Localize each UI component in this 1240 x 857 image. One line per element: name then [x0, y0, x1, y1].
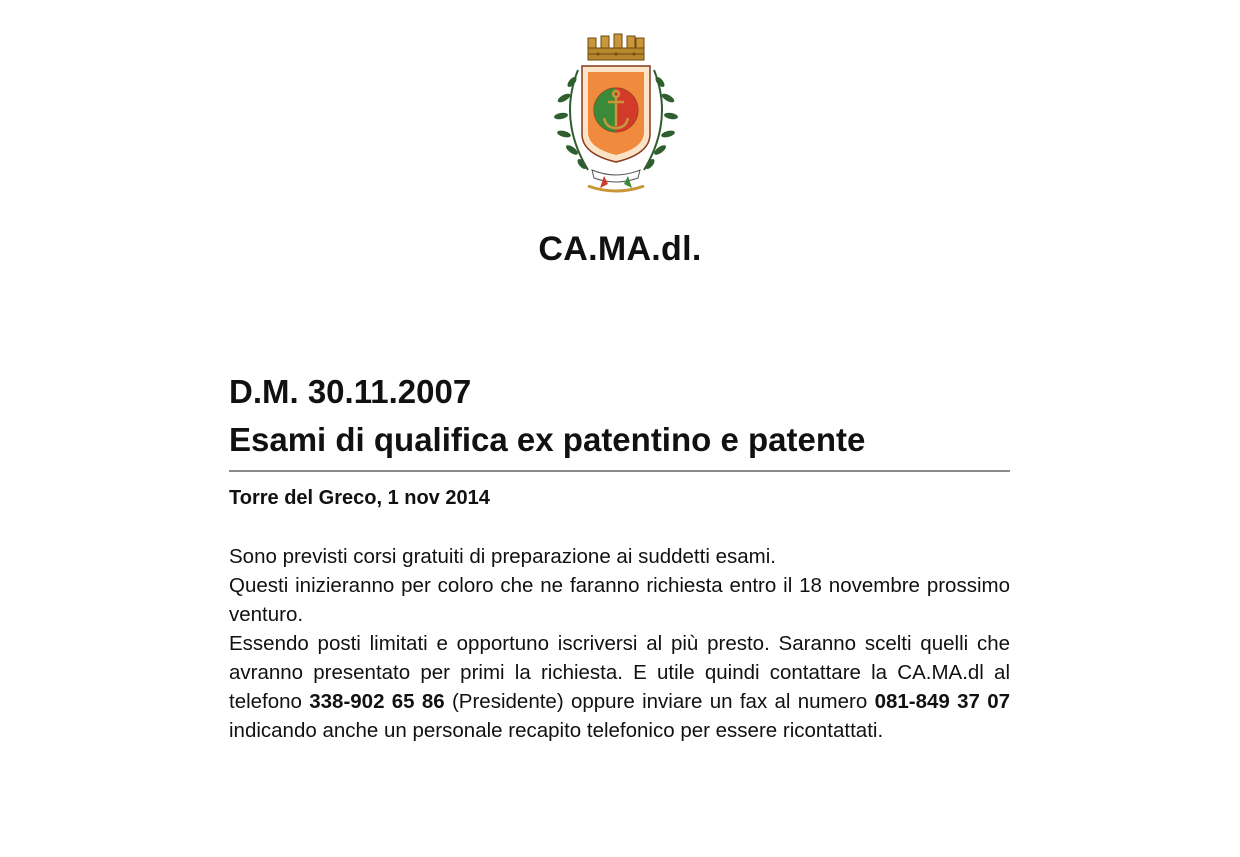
place-date: Torre del Greco, 1 nov 2014: [229, 487, 490, 509]
contact-text-c: indicando anche un personale recapito telefonico per essere ricontattati.: [229, 719, 884, 742]
paragraph-deadline: Questi inizieranno per coloro che ne faranno richiesta entro il 18 novembre prossimo venturo.: [229, 574, 1010, 626]
document-title: Esami di qualifica ex patentino e patente: [229, 421, 866, 458]
phone-number: 338-902 65 86: [309, 690, 445, 713]
document-content: [229, 368, 1010, 745]
contact-text-a: Essendo posti limitati e opportuno iscriversi al più presto. Saranno scelti quelli che avranno presentato per primi la richiesta. E utile quindi contattare la CA.MA.dl al telefono: [229, 632, 1010, 713]
paragraph-courses: Sono previsti corsi gratuiti di preparazione ai suddetti esami.: [229, 545, 776, 568]
coat-of-arms-icon: [548, 30, 684, 196]
fax-number: 081-849 37 07: [874, 690, 1010, 713]
paragraph-contact: [229, 629, 1010, 745]
title-divider: [229, 470, 1010, 472]
decree-reference: D.M. 30.11.2007: [229, 373, 472, 410]
ribbon-icon: [588, 170, 644, 191]
contact-text-b: (Presidente) oppure inviare un fax al numero: [444, 690, 875, 713]
org-name: CA.MA.dl.: [538, 230, 702, 268]
shield-icon: [582, 66, 650, 162]
crown-icon: [588, 34, 644, 60]
body-text: [229, 542, 1010, 745]
